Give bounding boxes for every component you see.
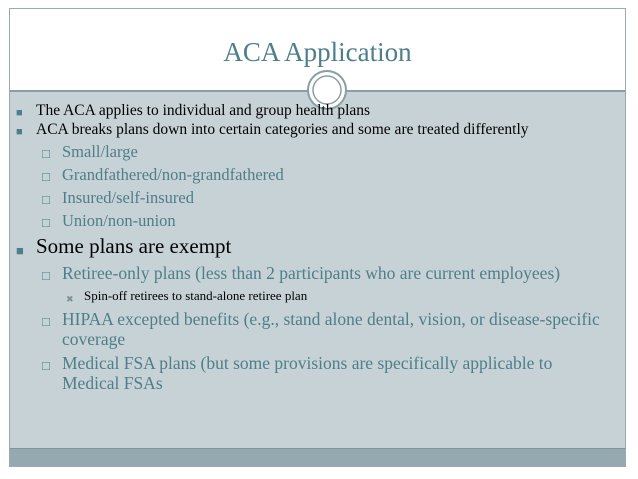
bullet-text: Grandfathered/non-grandfathered: [62, 165, 284, 184]
bullet-text: ACA breaks plans down into certain categories and some are treated differently: [36, 121, 529, 138]
filled-square-icon: ■: [16, 126, 23, 138]
list-item: [16, 142, 614, 162]
footer-band: [10, 448, 625, 466]
hollow-square-icon: □: [42, 169, 50, 184]
bullet-text: The ACA applies to individual and group health plans: [36, 102, 371, 119]
list-item: [16, 211, 614, 231]
bullet-text: Spin-off retirees to stand-alone retiree plan: [84, 288, 308, 303]
list-item: [16, 233, 614, 259]
bullet-text: HIPAA excepted benefits (e.g., stand alone dental, vision, or disease-specific coverage: [62, 309, 600, 349]
filled-square-icon: ■: [16, 107, 23, 119]
hollow-square-icon: □: [42, 192, 50, 207]
bullet-list: [16, 101, 614, 393]
slide-title: ACA Application: [223, 37, 412, 67]
list-item: [16, 188, 614, 208]
hollow-square-icon: □: [42, 314, 50, 329]
hollow-square-icon: □: [42, 215, 50, 230]
hollow-square-icon: □: [42, 268, 50, 283]
bullet-text: Medical FSA plans (but some provisions are specifically applicable to Medical FSAs: [62, 353, 553, 393]
list-item: [16, 101, 614, 120]
x-mark-icon: ✖: [66, 294, 74, 304]
list-item: [16, 353, 614, 393]
bullet-text: Small/large: [62, 142, 138, 161]
filled-square-icon: ■: [16, 243, 24, 258]
list-item: [16, 165, 614, 185]
list-item: [16, 309, 614, 349]
slide-frame: [9, 8, 626, 467]
list-item: [16, 287, 614, 305]
bullet-text: Insured/self-insured: [62, 188, 194, 207]
hollow-square-icon: □: [42, 146, 50, 161]
hollow-square-icon: □: [42, 358, 50, 373]
list-item: [16, 263, 614, 283]
list-item: [16, 120, 614, 139]
bullet-text: Retiree-only plans (less than 2 participants who are current employees): [62, 263, 561, 283]
bullet-text: Union/non-union: [62, 211, 176, 230]
bullet-text: Some plans are exempt: [36, 234, 232, 258]
